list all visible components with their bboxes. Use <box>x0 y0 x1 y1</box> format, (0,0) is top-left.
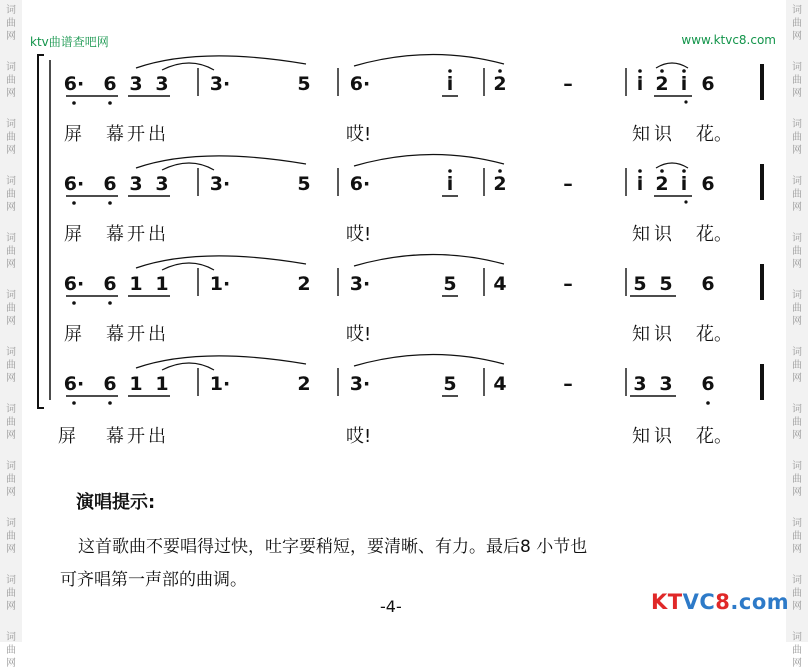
tie <box>354 154 504 166</box>
octave-dot <box>72 101 76 105</box>
staff-row-v3 <box>64 254 762 345</box>
note: 6· <box>63 73 85 95</box>
tips-text-line-1: 这首歌曲不要唱得过快，吐字要稍短，要清晰、有力。最后8 小节也 <box>78 537 588 557</box>
octave-dot <box>498 169 502 173</box>
note: 6 <box>103 273 117 295</box>
note: 2 <box>297 373 311 395</box>
lyric: 哎! <box>346 224 372 245</box>
tips-text-line-2: 可齐唱第一声部的曲调。 <box>60 570 247 590</box>
watermark-glyph-group: 词 曲 网 <box>6 461 16 498</box>
octave-dot <box>448 169 452 173</box>
lyric: 幕开出 <box>106 224 169 245</box>
note: 6· <box>63 173 85 195</box>
octave-dot <box>108 301 112 305</box>
lyric: 屏 <box>64 124 82 145</box>
octave-dot <box>684 200 687 203</box>
lyric: 屏 <box>64 224 82 245</box>
note: 4 <box>493 373 507 395</box>
lyric: 知识 <box>632 124 676 145</box>
note: 2 <box>655 73 669 95</box>
lyric: 幕开出 <box>106 426 169 447</box>
tie <box>162 63 214 70</box>
note: 3· <box>349 273 371 295</box>
watermark-glyph-group: 词 曲 网 <box>6 632 16 669</box>
octave-dot <box>498 69 502 73</box>
lyric: 幕开出 <box>106 324 169 345</box>
watermark-glyph-group: 词 曲 网 <box>792 233 802 270</box>
tie <box>136 356 306 368</box>
octave-dot <box>638 69 642 73</box>
tie <box>656 63 688 68</box>
watermark-glyph-group: 词 曲 网 <box>6 233 16 270</box>
note: 3 <box>129 173 143 195</box>
octave-dot <box>448 69 452 73</box>
staff-row-v4 <box>58 354 762 447</box>
note: 6 <box>701 73 715 95</box>
octave-dot <box>660 69 664 73</box>
note: 5 <box>443 373 457 395</box>
lyric: 幕开出 <box>106 124 169 145</box>
site-logo: KTVC8.com <box>651 590 790 614</box>
watermark-glyph-group: 词 曲 网 <box>792 176 802 213</box>
octave-dot <box>706 401 710 405</box>
tie <box>136 256 306 268</box>
watermark-glyph-group: 词 曲 网 <box>6 575 16 612</box>
lyric: 哎! <box>346 324 372 345</box>
octave-dot <box>72 401 76 405</box>
watermark-glyph-group: 词 曲 网 <box>6 404 16 441</box>
note: 2 <box>297 273 311 295</box>
watermark-glyph-group: 词 曲 网 <box>792 347 802 384</box>
tie <box>136 56 306 68</box>
octave-dot <box>682 69 686 73</box>
watermark-glyph-group: 词 曲 网 <box>6 176 16 213</box>
tips-title: 演唱提示: <box>76 492 156 513</box>
octave-dot <box>682 169 686 173</box>
page-number: -4- <box>380 597 402 616</box>
note: i <box>446 173 454 195</box>
note: 1 <box>129 373 143 395</box>
watermark-glyph-group: 词 曲 网 <box>792 62 802 99</box>
lyric: 花。 <box>696 224 732 245</box>
note: 5 <box>443 273 457 295</box>
note: 1· <box>209 373 231 395</box>
octave-dot <box>108 201 112 205</box>
watermark-glyph-group: 词 曲 网 <box>792 518 802 555</box>
watermark-glyph-group: 词 曲 网 <box>792 632 802 669</box>
note: 5 <box>633 273 647 295</box>
lyric: 知识 <box>632 426 676 447</box>
note: 6 <box>103 73 117 95</box>
note: 6 <box>701 173 715 195</box>
watermark-glyph-group: 词 曲 网 <box>6 5 16 42</box>
note: i <box>636 73 644 95</box>
note: 5 <box>297 73 311 95</box>
watermark-glyph-group: 词 曲 网 <box>6 518 16 555</box>
note: – <box>563 173 573 195</box>
note: – <box>563 273 573 295</box>
lyric: 花。 <box>696 324 732 345</box>
tie <box>354 54 504 66</box>
octave-dot <box>108 401 112 405</box>
note: i <box>680 73 688 95</box>
lyric: 知识 <box>632 224 676 245</box>
octave-dot <box>684 100 687 103</box>
watermark-glyph-group: 词 曲 网 <box>792 119 802 156</box>
note: – <box>563 373 573 395</box>
tie <box>162 363 214 370</box>
lyric: 屏 <box>58 426 76 447</box>
note: 3· <box>209 73 231 95</box>
note: i <box>636 173 644 195</box>
watermark-glyph-group: 词 曲 网 <box>6 347 16 384</box>
octave-dot <box>108 101 112 105</box>
octave-dot <box>72 201 76 205</box>
note: 1 <box>129 273 143 295</box>
octave-dot <box>660 169 664 173</box>
watermark-glyph-group: 词 曲 网 <box>792 575 802 612</box>
tie <box>162 163 214 170</box>
watermark-glyph-group: 词 曲 网 <box>792 5 802 42</box>
watermark-right: www.ktvc8.com <box>681 33 776 47</box>
tie <box>354 354 504 366</box>
note: 3 <box>659 373 673 395</box>
note: 6 <box>103 173 117 195</box>
lyric: 花。 <box>696 124 732 145</box>
note: 2 <box>493 73 507 95</box>
note: 5 <box>659 273 673 295</box>
note: 6· <box>63 273 85 295</box>
lyric: 哎! <box>346 124 372 145</box>
watermark-glyph-group: 词 曲 网 <box>6 62 16 99</box>
note: 3 <box>633 373 647 395</box>
octave-dot <box>72 301 76 305</box>
note: – <box>563 73 573 95</box>
note: 2 <box>493 173 507 195</box>
note: 1 <box>155 373 169 395</box>
watermark-glyph-group: 词 曲 网 <box>792 404 802 441</box>
staff-row-v2 <box>64 154 762 245</box>
watermark-glyph-group: 词 曲 网 <box>792 290 802 327</box>
tie <box>656 163 688 168</box>
note: 3 <box>155 73 169 95</box>
lyric: 屏 <box>64 324 82 345</box>
note: 1 <box>155 273 169 295</box>
system-bracket <box>38 55 44 408</box>
octave-dot <box>638 169 642 173</box>
note: 6 <box>103 373 117 395</box>
note: i <box>680 173 688 195</box>
lyric: 花。 <box>696 426 732 447</box>
note: 5 <box>297 173 311 195</box>
tie <box>354 254 504 266</box>
note: 4 <box>493 273 507 295</box>
note: 6· <box>349 73 371 95</box>
lyric: 哎! <box>346 426 372 447</box>
note: 6 <box>701 373 715 395</box>
tie <box>162 263 214 270</box>
note: i <box>446 73 454 95</box>
note: 6· <box>63 373 85 395</box>
note: 3· <box>349 373 371 395</box>
note: 1· <box>209 273 231 295</box>
watermark-glyph-group: 词 曲 网 <box>792 461 802 498</box>
note: 6· <box>349 173 371 195</box>
note: 2 <box>655 173 669 195</box>
note: 3· <box>209 173 231 195</box>
note: 3 <box>129 73 143 95</box>
tie <box>136 156 306 168</box>
watermark-glyph-group: 词 曲 网 <box>6 290 16 327</box>
watermark-glyph-group: 词 曲 网 <box>6 119 16 156</box>
staff-row-v1 <box>64 54 762 145</box>
watermark-left: ktv曲谱查吧网 <box>30 35 109 49</box>
lyric: 知识 <box>632 324 676 345</box>
note: 6 <box>701 273 715 295</box>
note: 3 <box>155 173 169 195</box>
